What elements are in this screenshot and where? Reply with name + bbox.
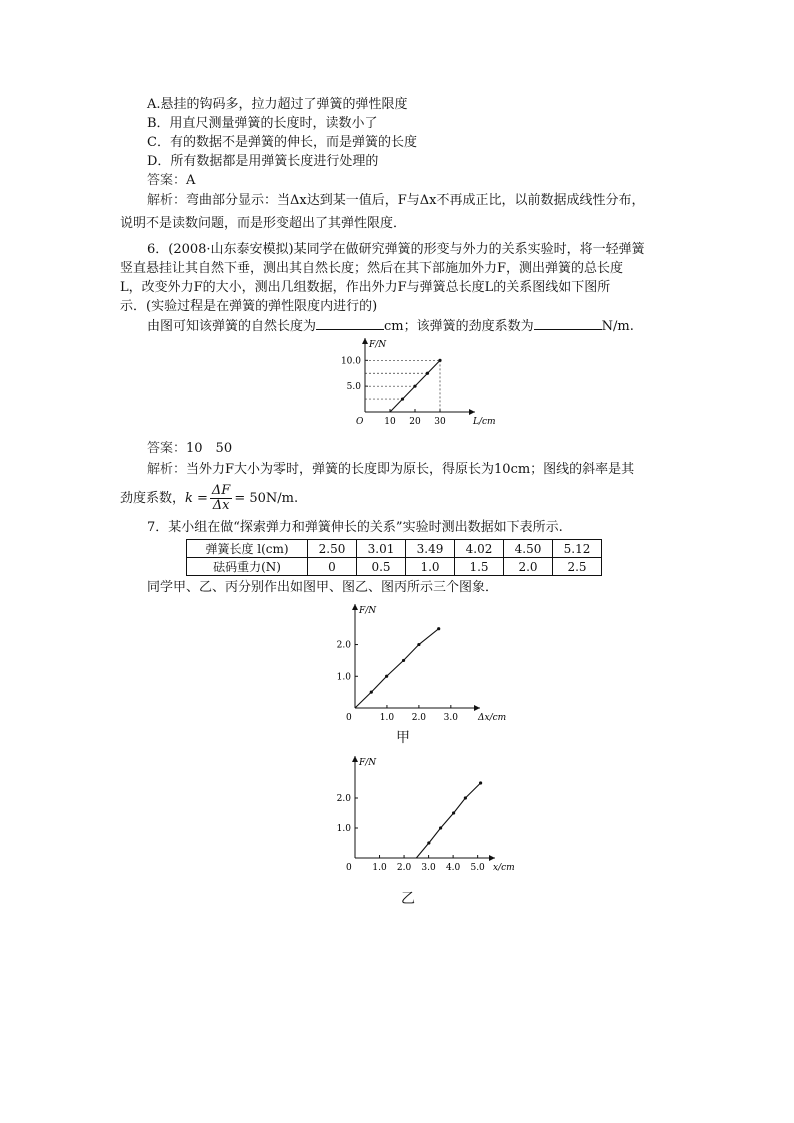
option-c: C．有的数据不是弹簧的伸长，而是弹簧的长度 — [147, 135, 417, 150]
q5-analysis — [147, 192, 644, 210]
data-point — [413, 385, 416, 388]
table-cell: 4.50 — [504, 540, 553, 558]
answer-value: 10 50 — [186, 441, 233, 456]
q6-line2: 竖直悬挂让其自然下垂，测出其自然长度；然后在其下部施加外力F，测出弹簧的总长度 — [120, 261, 624, 276]
table-header: 砝码重力(N) — [187, 558, 308, 576]
table-cell: 5.12 — [553, 540, 602, 558]
table-row — [187, 558, 602, 576]
y-tick-label: 1.0 — [336, 824, 351, 834]
y-axis-label: F/N — [369, 340, 387, 350]
fraction-numerator: ΔF — [211, 483, 231, 498]
data-point — [401, 397, 404, 400]
data-point — [426, 372, 429, 375]
table-cell: 2.50 — [308, 540, 357, 558]
y-tick-label: 10.0 — [340, 356, 361, 367]
blank-suffix: N/m. — [601, 319, 634, 334]
table-cell: 1.5 — [455, 558, 504, 576]
y-tick-label: 1.0 — [336, 672, 351, 683]
x-tick-label: 5.0 — [470, 863, 485, 873]
table-cell: 0.5 — [357, 558, 406, 576]
x-tick-label: 20 — [409, 417, 421, 427]
chart-yi-caption: 乙 — [401, 891, 415, 907]
y-axis-label: F/N — [359, 606, 377, 616]
q6-analysis-cont — [120, 484, 298, 514]
origin-label: 0 — [346, 863, 352, 873]
blank-mid: cm；该弹簧的劲度系数为 — [384, 319, 534, 334]
data-point — [370, 691, 373, 694]
data-point — [385, 675, 388, 678]
q5-answer — [147, 172, 195, 190]
x-axis-label: x/cm — [493, 863, 515, 873]
fraction — [210, 484, 232, 513]
x-tick-label: 30 — [434, 417, 446, 427]
data-point — [479, 781, 482, 784]
answer-value: A — [186, 173, 196, 188]
x-tick-label: 1.0 — [379, 713, 395, 723]
option-d: D．所有数据都是用弹簧长度进行处理的 — [147, 154, 379, 169]
chart-yi — [330, 753, 515, 878]
table-cell: 2.5 — [553, 558, 602, 576]
answer-label: 答案： — [147, 173, 187, 188]
q7-line1: 7．某小组在做“探索弹力和弹簧伸长的关系”实验时测出数据如下表所示. — [147, 520, 563, 535]
table-cell: 3.49 — [406, 540, 455, 558]
blank-k[interactable] — [534, 317, 602, 330]
q6-line1: 6．(2008·山东泰安模拟)某同学在做研究弹簧的形变与外力的关系实验时，将一轻弹簧 — [147, 242, 645, 257]
option-b: B．用直尺测量弹簧的长度时，读数小了 — [147, 116, 378, 131]
q6-line4: 示．(实验过程是在弹簧的弹性限度内进行的) — [120, 299, 378, 314]
y-axis-arrow — [352, 756, 358, 762]
table-cell: 0 — [308, 558, 357, 576]
x-tick-label: 2.0 — [396, 863, 412, 873]
chart-jia-caption: 甲 — [396, 730, 410, 746]
y-axis-arrow — [352, 604, 358, 610]
y-tick-label: 2.0 — [336, 640, 351, 651]
chart-jia — [330, 600, 507, 725]
data-point — [402, 659, 405, 662]
data-point — [464, 796, 467, 799]
q7-line2: 同学甲、乙、丙分别作出如图甲、图乙、图丙所示三个图象． — [147, 580, 499, 595]
table-cell: 4.02 — [455, 540, 504, 558]
x-axis-label: L/cm — [473, 417, 496, 427]
x-axis-label: Δx/cm — [478, 713, 507, 723]
x-tick-label: 1.0 — [372, 863, 387, 873]
analysis-label: 解析： — [147, 462, 187, 477]
x-tick-label: 3.0 — [443, 713, 458, 723]
chart-f-vs-length — [340, 332, 496, 427]
answer-label: 答案： — [147, 441, 187, 456]
data-table — [186, 539, 602, 576]
x-tick-label: 2.0 — [411, 713, 427, 723]
y-axis-arrow — [362, 338, 368, 344]
data-line — [416, 783, 480, 858]
x-axis-arrow — [489, 855, 495, 861]
y-axis-label: F/N — [359, 758, 377, 768]
table-cell: 2.0 — [504, 558, 553, 576]
x-tick-label: 10 — [384, 417, 396, 427]
table-row — [187, 540, 602, 558]
x-tick-label: 4.0 — [445, 863, 461, 873]
origin-label: 0 — [346, 713, 352, 723]
data-point — [439, 826, 442, 829]
data-point — [438, 359, 441, 362]
q6-answer — [147, 440, 232, 458]
origin-label: O — [356, 417, 364, 427]
y-tick-label: 5.0 — [346, 382, 361, 393]
fraction-denominator: Δx — [212, 498, 230, 513]
blank-prefix: 由图可知该弹簧的自然长度为 — [147, 319, 317, 334]
x-axis-arrow — [474, 705, 480, 711]
table-header: 弹簧长度 l(cm) — [187, 540, 308, 558]
q6-line3: L，改变外力F的大小，测出几组数据，作出外力F与弹簧总长度L的关系图线如下图所 — [120, 280, 611, 295]
analysis-text: 弯曲部分显示：当Δx达到某一值后，F与Δx不再成正比，以前数据成线性分布， — [186, 193, 645, 208]
x-axis-arrow — [469, 409, 475, 415]
data-point — [417, 643, 420, 646]
data-point — [427, 841, 430, 844]
q6-analysis — [147, 461, 634, 479]
table-cell: 1.0 — [406, 558, 455, 576]
data-point — [437, 627, 440, 630]
q5-analysis-cont: 说明不是读数问题，而是形变超出了其弹性限度． — [120, 216, 407, 231]
k-eq: k = — [185, 491, 208, 506]
data-point — [452, 811, 455, 814]
analysis-label: 解析： — [147, 193, 187, 208]
analysis-text: 当外力F大小为零时，弹簧的长度即为原长，得原长为10cm；图线的斜率是其 — [186, 462, 635, 477]
table-cell: 3.01 — [357, 540, 406, 558]
x-tick-label: 3.0 — [421, 863, 436, 873]
blank-length[interactable] — [316, 317, 384, 330]
option-a: A.悬挂的钩码多，拉力超过了弹簧的弹性限度 — [147, 97, 408, 112]
data-line — [355, 629, 439, 708]
analysis-prefix: 劲度系数， — [120, 491, 186, 506]
analysis-suffix: = 50N/m. — [234, 491, 299, 506]
y-tick-label: 2.0 — [336, 794, 351, 804]
